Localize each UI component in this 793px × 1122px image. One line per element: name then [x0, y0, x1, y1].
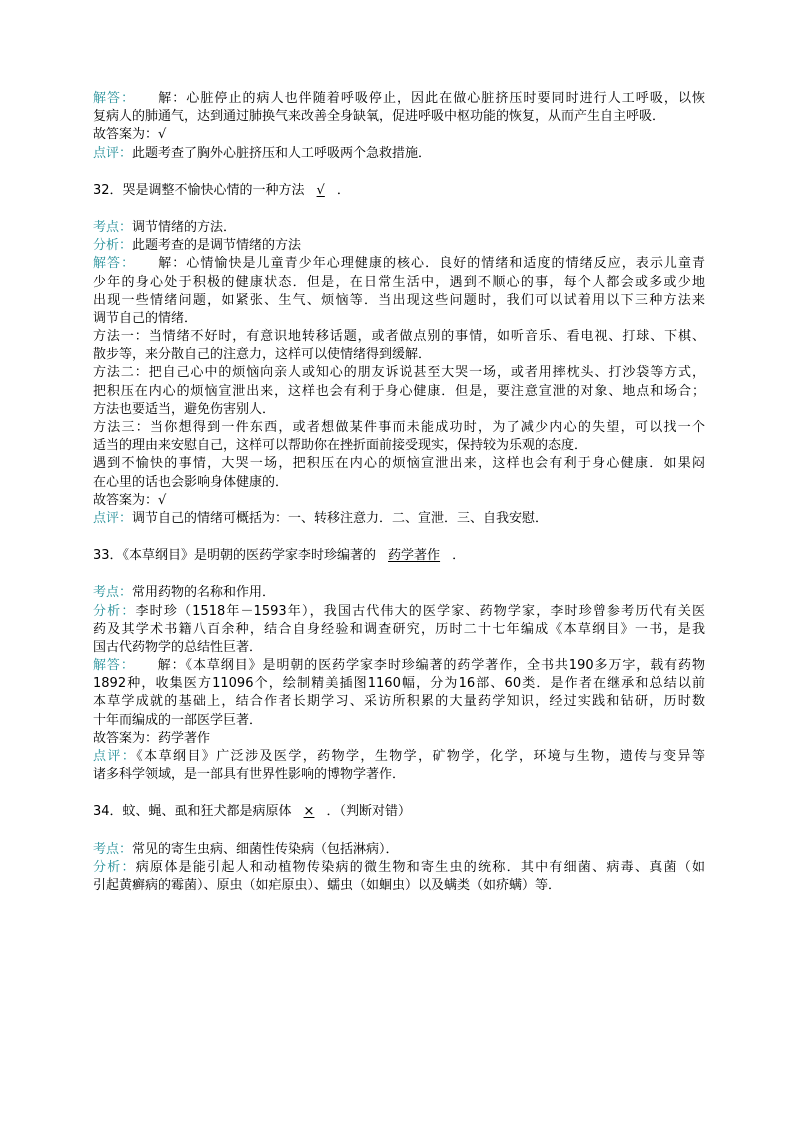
q32-final-answer: 故答案为：√	[93, 492, 167, 508]
kaodian-label: 考点：	[93, 585, 133, 601]
q32-answer-line-13: 在心里的话也会影响身体健康的．	[93, 474, 289, 490]
q32-answer-line-7: 方法二：把自己心中的烦恼向亲人或知心的朋友诉说甚至大哭一场，或者用摔枕头、打沙袋等方式，	[93, 365, 705, 381]
answer-label: 解答：	[93, 91, 136, 106]
q33-fenxi-line-3: 国古代药物学的总结性巨著．	[93, 639, 263, 655]
q32-answer-line-10: 方法三：当你想得到一件东西，或者想做某件事而未能成功时，为了减少内心的失望，可以找一个	[93, 420, 705, 435]
comment-label: 点评：	[93, 510, 133, 526]
answer-label: 解答：	[93, 256, 136, 272]
q34-stem: 34．蚊、蝇、虱和狂犬都是病原体 × ．（判断对错）	[93, 803, 705, 821]
q31-answer-line-1: 解答： 解：心脏停止的病人也伴随着呼吸停止，因此在做心脏挤压时要同时进行人工呼吸，以恢	[93, 91, 705, 106]
q32-answer-line-9: 方法也要适当，避免伤害别人．	[93, 401, 276, 417]
q32-answer-line-4: 调节自己的情绪．	[93, 310, 198, 326]
q32-comment: 点评：调节自己的情绪可概括为：一、转移注意力．二、宣泄．三、自我安慰．	[93, 510, 549, 526]
q31-final-answer: 故答案为：√	[93, 127, 167, 143]
q33-answer-line-2: 1892种，收集医方11096个，绘制精美插图1160幅，分为16部、60类．是作者在继承和总结以前	[93, 676, 705, 692]
q33-final-answer: 故答案为：药学著作	[93, 730, 211, 746]
q33-fenxi-line-1: 分析：李时珍（1518年－1593年），我国古代伟大的医学家、药物学家，李时珍曾参考历代有关医	[93, 603, 705, 619]
q34-kaodian: 考点：常见的寄生虫病、细菌性传染病（包括淋病）．	[93, 841, 399, 857]
q32-answer-line-3: 出现一些情绪问题，如紧张、生气、烦恼等．当出现这些问题时，我们可以试着用以下三种方法来	[93, 292, 705, 308]
q32-answer-line-12: 遇到不愉快的事情，大哭一场，把积压在内心的烦恼宣泄出来，这样也会有利于身心健康．如果闷	[93, 456, 705, 472]
q32-stem: 32．哭是调整不愉快心情的一种方法 √ ．	[93, 182, 705, 200]
q33-comment-line-1: 点评：《本草纲目》广泛涉及医学，药物学，生物学，矿物学，化学，环境与生物，遗传与变异等	[93, 749, 705, 764]
answer-label: 解答：	[93, 658, 135, 674]
q33-answer-line-4: 十年而编成的一部医学巨著．	[93, 712, 263, 728]
q33-answer-line-3: 本草学成就的基础上，结合作者长期学习、采访所积累的大量药学知识，经过实践和钻研，历时数	[93, 694, 705, 710]
fenxi-label: 分析：	[93, 238, 133, 254]
q32-answer-line-11: 适当的理由来安慰自己，这样可以帮助你在挫折面前接受现实，保持较为乐观的态度．	[93, 438, 588, 454]
q33-answer-line-1: 解答： 解：《本草纲目》是明朝的医药学家李时珍编著的药学著作，全书共190多万字，载有药物	[93, 658, 705, 674]
q33-blank: 药学著作	[388, 548, 441, 564]
comment-label: 点评：	[93, 145, 133, 161]
document-page	[93, 90, 705, 895]
q32-answer-line-5: 方法一：当情绪不好时，有意识地转移话题，或者做点别的事情，如听音乐、看电视、打球、下棋、	[93, 329, 705, 345]
q33-fenxi-line-2: 药及其学术书籍八百余种，结合自身经验和调查研究，历时二十七年编成《本草纲目》一书，是我	[93, 621, 705, 637]
q32-answer-line-8: 把积压在内心的烦恼宣泄出来，这样也会有利于身心健康．但是，要注意宣泄的对象、地点和场合；	[93, 383, 705, 399]
comment-label: 点评：	[93, 749, 137, 764]
fenxi-label: 分析：	[93, 603, 136, 619]
q31-comment: 点评：此题考查了胸外心脏挤压和人工呼吸两个急救措施．	[93, 145, 432, 161]
q31-answer-line-2: 复病人的肺通气，达到通过肺换气来改善全身缺氧，促进呼吸中枢功能的恢复，从而产生自主呼吸．	[93, 109, 666, 125]
q32-blank: √	[316, 182, 325, 198]
q33-kaodian: 考点：常用药物的名称和作用．	[93, 585, 276, 601]
kaodian-label: 考点：	[93, 841, 133, 857]
q33-stem: 33．《本草纲目》是明朝的医药学家李时珍编著的 药学著作 ．	[93, 547, 705, 565]
q32-answer-line-1: 解答： 解：心情愉快是儿童青少年心理健康的核心．良好的情绪和适度的情绪反应，表示儿童青	[93, 256, 705, 272]
q32-answer-line-6: 散步等，来分散自己的注意力，这样可以使情绪得到缓解．	[93, 347, 432, 363]
q32-kaodian: 考点：调节情绪的方法．	[93, 219, 237, 235]
fenxi-label: 分析：	[93, 859, 136, 875]
kaodian-label: 考点：	[93, 219, 133, 235]
q34-fenxi-line-1: 分析：病原体是能引起人和动植物传染病的微生物和寄生虫的统称．其中有细菌、病毒、真菌（如	[93, 859, 705, 875]
q33-comment-line-2: 诸多科学领域，是一部具有世界性影响的博物学著作．	[93, 767, 406, 783]
q34-blank: ×	[303, 804, 315, 820]
q34-fenxi-line-2: 引起黄癣病的霉菌）、原虫（如疟原虫）、蠕虫（如蛔虫）以及螨类（如疥螨）等．	[93, 877, 562, 893]
q32-answer-line-2: 少年的身心处于积极的健康状态．但是，在日常生活中，遇到不顺心的事，每个人都会或多或少地	[93, 274, 705, 290]
q32-fenxi: 分析：此题考查的是调节情绪的方法	[93, 238, 302, 254]
